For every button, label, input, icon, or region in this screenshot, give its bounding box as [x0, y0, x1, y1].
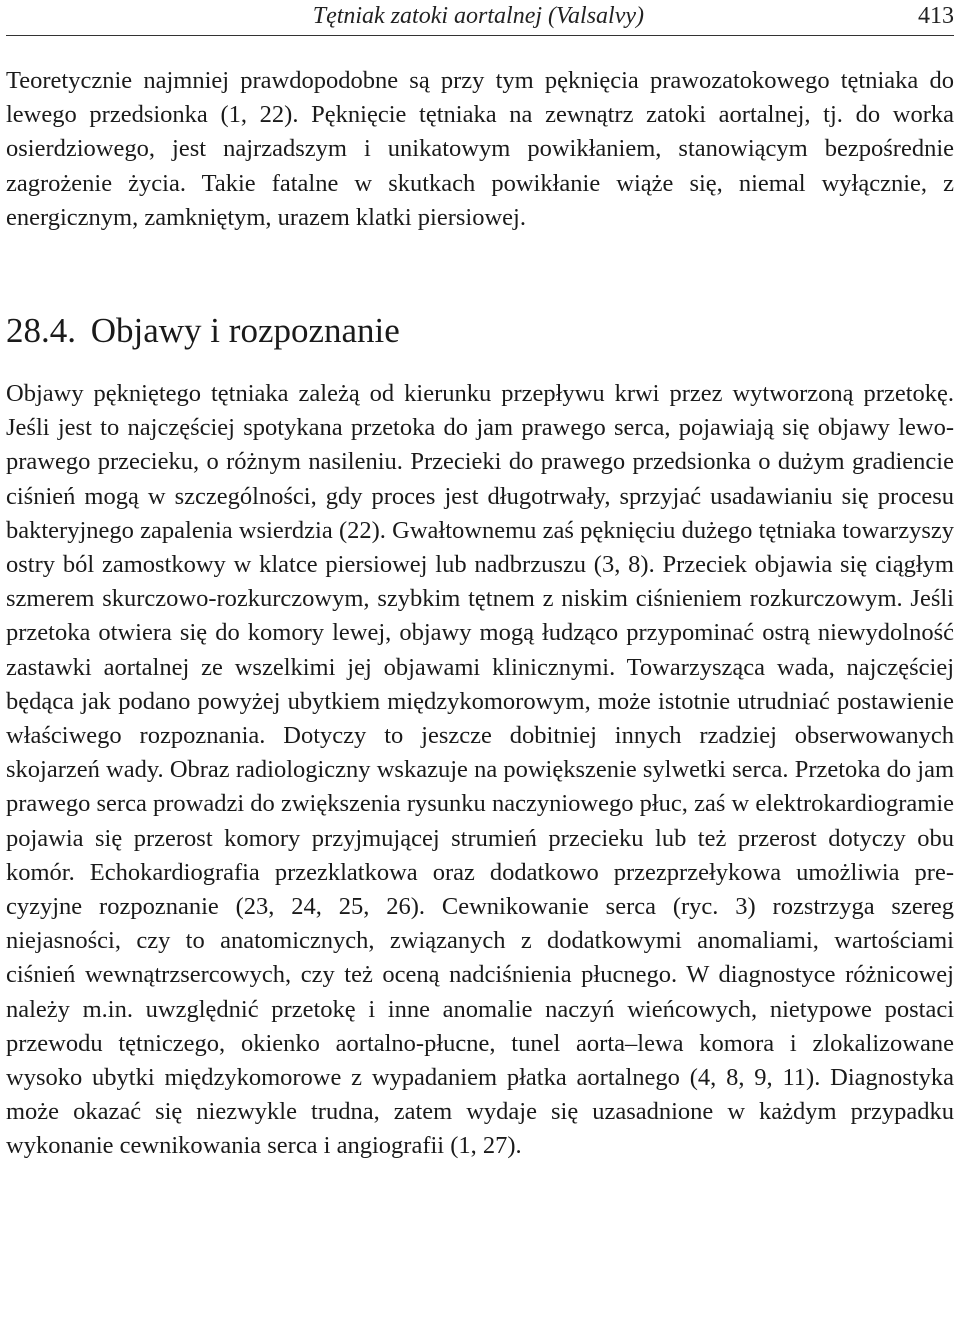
section-title: Objawy i rozpoznanie [90, 311, 400, 351]
page-number: 413 [918, 3, 954, 29]
header-divider [6, 35, 954, 36]
document-page [6, 0, 954, 1164]
section-number: 28.4. [6, 311, 76, 351]
paragraph-symptoms-diagnosis: Objawy pękniętego tętniaka zależą od kierunku przepływu krwi przez wytworzoną przetokę. Jeśli jest to najczęściej spotykana przetoka do jam prawego serca, pojawiają się objawy lewo-prawego przecieku, o różnym nasileniu. Przecieki do prawego przedsionka o dużym gradiencie ciśnień mogą w szczególności, gdy proces jest długotrwały, sprzyjać usadawianiu się procesu bakteryjnego zapalenia wsierdzia (22). Gwałtownemu zaś pęknięciu dużego tętniaka towarzyszy ostry ból zamostkowy w klatce piersiowej lub nadbrzuszu (3, 8). Przeciek objawia się ciągłym szmerem skurczowo-rozkurczowym, szybkim tętnem z niskim ciśnieniem rozkurczowym. Jeśli przetoka otwiera się do komory lewej, objawy mogą łudząco przypominać ostrą niewydolność zastawki aortalnej ze wszelkimi jej objawami klinicznymi. Towarzysząca wada, najczęściej będąca jak podano powyżej ubytkiem międzykomorowym, może istotnie utrudniać postawienie właściwego rozpoznania. Dotyczy to jeszcze dobitniej innych rzadziej obserwowanych skojarzeń wady. Obraz radiologiczny wskazuje na powiększenie sylwetki serca. Przetoka do jam prawego serca prowadzi do zwiększenia rysunku naczyniowego płuc, zaś w elektrokardiogramie pojawia się przerost komory przyjmującej strumień przecieku lub też przerost dotyczy obu komór. Echokardiografia przezklatkowa oraz dodatkowo przezprzełykowa umożliwia precyzyjne rozpoznanie (23, 24, 25, 26). Cewnikowanie serca (ryc. 3) rozstrzyga szereg niejasności, czy to anatomicznych, związanych z dodatkowymi anomaliami, wartościami ciśnień wewnątrzsercowych, czy też oceną nadciśnienia płucnego. W diagnostyce różnicowej należy m.in. uwzględnić przetokę i inne anomalie naczyń wieńcowych, nietypowe postaci przewodu tętniczego, okienko aortalno-płucne, tunel aorta–lewa komora i zlokalizowane wysoko ubytki międzykomorowe z wypadaniem płatka aortalnego (4, 8, 9, 11). Diagnostyka może okazać się niezwykle trudna, zatem wydaje się uzasadnione w każdym przypadku wykonanie cewnikowania serca i angiografii (1, 27). [6, 380, 954, 1160]
paragraph-intro: Teoretycznie najmniej prawdopodobne są przy tym pęknięcia prawozatokowego tętniaka do lewego przedsionka (1, 22). Pęknięcie tętniaka na zewnątrz zatoki aortalnej, tj. do worka osierdziowego, jest najrzadszym i unikatowym powikłaniem, stanowiącym bezpośrednie zagrożenie życia. Takie fatalne w skutkach powikłanie wiąże się, niemal wyłącznie, z energicznym, zamkniętym, urazem klatki piersiowej. [6, 67, 954, 231]
section-heading [6, 311, 954, 351]
running-header-title: Tętniak zatoki aortalnej (Valsalvy) [312, 3, 644, 29]
running-header [6, 0, 954, 34]
